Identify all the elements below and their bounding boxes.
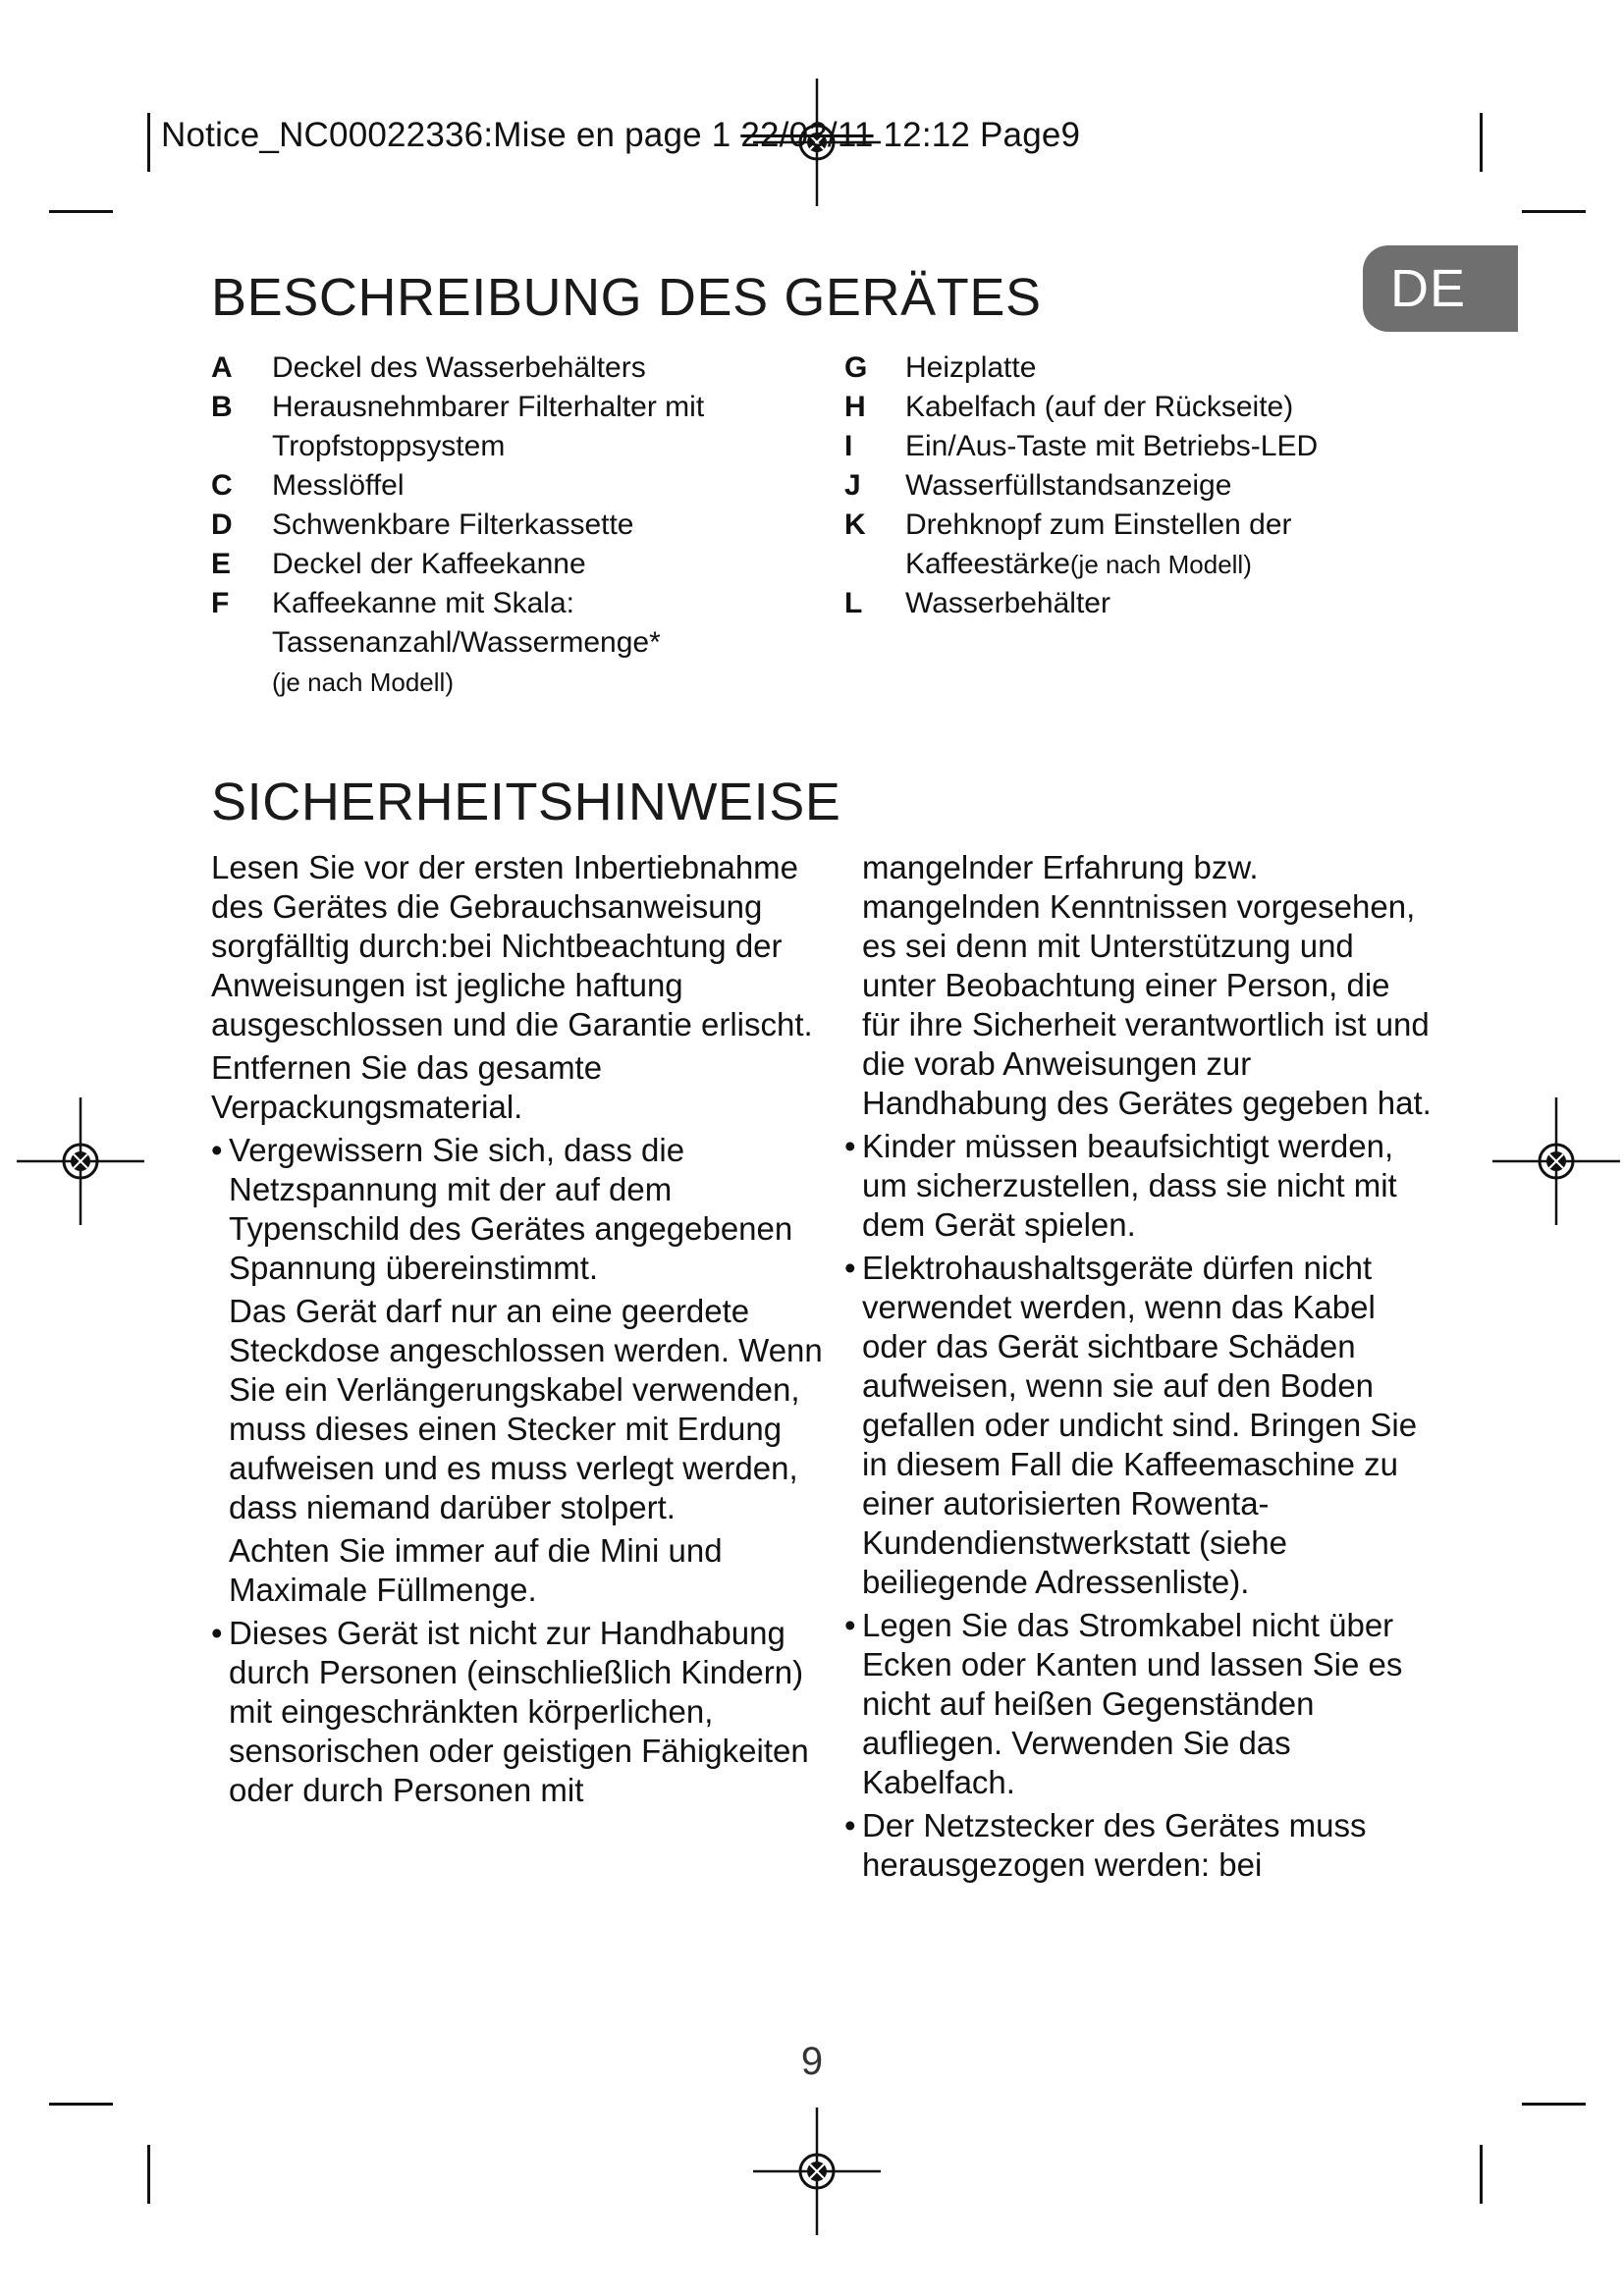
paragraph: Entfernen Sie das gesamte Verpackungsmaterial.: [211, 1049, 603, 1125]
crop-mark: [49, 2103, 113, 2106]
bullet-item: • Kinder müssen beaufsichtigt werden, um sicherzustellen, dass sie nicht mit dem Gerät spielen.: [844, 1127, 1434, 1245]
part-item: A Deckel des Wasserbehälters: [211, 351, 646, 384]
safety-column-left: [211, 848, 839, 1814]
bullet-item: • Vergewissern Sie sich, dass die Netzspannung mit der auf dem Typenschild des Gerätes angegebenen Spannung übereinstimmt.: [211, 1131, 839, 1288]
safety-column-right: [844, 848, 1434, 1889]
part-item: H Kabelfach (auf der Rückseite): [844, 391, 1294, 423]
bullet-continuation: Achten Sie immer auf die Mini und Maximale Füllmenge.: [229, 1532, 723, 1608]
registration-mark-icon: [753, 2108, 881, 2235]
crop-mark: [1522, 210, 1586, 213]
paragraph: Lesen Sie vor der ersten Inbertiebnahme des Gerätes die Gebrauchsanweisung sorgfälltig durch:bei Nichtbeachtung der Anweisungen ist jegliche haftung ausgeschlossen und die Garantie erlischt.: [211, 849, 813, 1042]
language-tab: DE: [1363, 245, 1518, 332]
safety-title: SICHERHEITSHINWEISE: [211, 773, 841, 831]
bullet-item: • Dieses Gerät ist nicht zur Handhabung durch Personen (einschließlich Kindern) mit eingeschränkten körperlichen, sensorischen oder geistigen Fähigkeiten oder durch Personen mit: [211, 1614, 839, 1810]
part-item: B Herausnehmbarer Filterhalter mit Tropfstoppsystem: [211, 391, 705, 462]
part-item: C Messlöffel: [211, 469, 405, 502]
parts-list-left: [211, 348, 800, 702]
part-item: L Wasserbehälter: [844, 587, 1110, 619]
part-item: K Drehknopf zum Einstellen der Kaffeestärke(je nach Modell): [844, 508, 1292, 580]
crop-mark: [147, 2145, 150, 2204]
slug-time-page: 12:12 Page9: [873, 116, 1081, 154]
crop-mark: [49, 210, 113, 213]
bullet-continuation: Das Gerät darf nur an eine geerdete Steckdose angeschlossen werden. Wenn Sie ein Verlängerungskabel verwenden, muss dieses einen Stecker mit Erdung aufweisen und es muss verlegt werden, dass niemand darüber stolpert.: [229, 1293, 823, 1525]
part-item: D Schwenkbare Filterkassette: [211, 508, 634, 541]
bullet-item: • Elektrohaushaltsgeräte dürfen nicht verwendet werden, wenn das Kabel oder das Gerät sichtbare Schäden aufweisen, wenn sie auf den Boden gefallen oder undicht sind. Bringen Sie in diesem Fall die Kaffeemaschine zu einer autorisierten Rowenta-Kundendienstwerkstatt (siehe beiliegende Adressenliste).: [844, 1249, 1434, 1602]
bullet-continuation: mangelnder Erfahrung bzw. mangelnden Kenntnissen vorgesehen, es sei denn mit Unterstützung und unter Beobachtung einer Person, die für ihre Sicherheit verantwortlich ist und die vorab Anweisungen zur Handhabung des Gerätes gegeben hat.: [862, 849, 1432, 1121]
description-title: BESCHREIBUNG DES GERÄTES: [211, 268, 1042, 327]
print-slug: [161, 116, 1080, 155]
crop-mark: [1522, 2103, 1586, 2106]
part-item: J Wasserfüllstandsanzeige: [844, 469, 1232, 502]
crop-mark: [1480, 2145, 1483, 2204]
parts-list-right: [844, 348, 1394, 623]
slug-date: 22/03/11: [740, 116, 874, 154]
bullet-item: • Der Netzstecker des Gerätes muss herausgezogen werden: bei: [844, 1806, 1434, 1885]
part-item: F Kaffeekanne mit Skala: Tassenanzahl/Wassermenge* (je nach Modell): [211, 587, 661, 697]
slug-file: Notice_NC00022336:Mise en page 1: [161, 116, 741, 154]
registration-mark-icon: [17, 1097, 144, 1225]
crop-mark: [1480, 113, 1483, 172]
page-number: 9: [800, 2040, 824, 2083]
bullet-item: • Legen Sie das Stromkabel nicht über Ecken oder Kanten und lassen Sie es nicht auf heißen Gegenständen aufliegen. Verwenden Sie das Kabelfach.: [844, 1606, 1434, 1802]
part-item: I Ein/Aus-Taste mit Betriebs-LED: [844, 430, 1319, 462]
part-item: G Heizplatte: [844, 351, 1037, 384]
crop-mark: [147, 113, 150, 172]
part-item: E Deckel der Kaffeekanne: [211, 548, 586, 580]
registration-mark-icon: [1492, 1097, 1620, 1225]
